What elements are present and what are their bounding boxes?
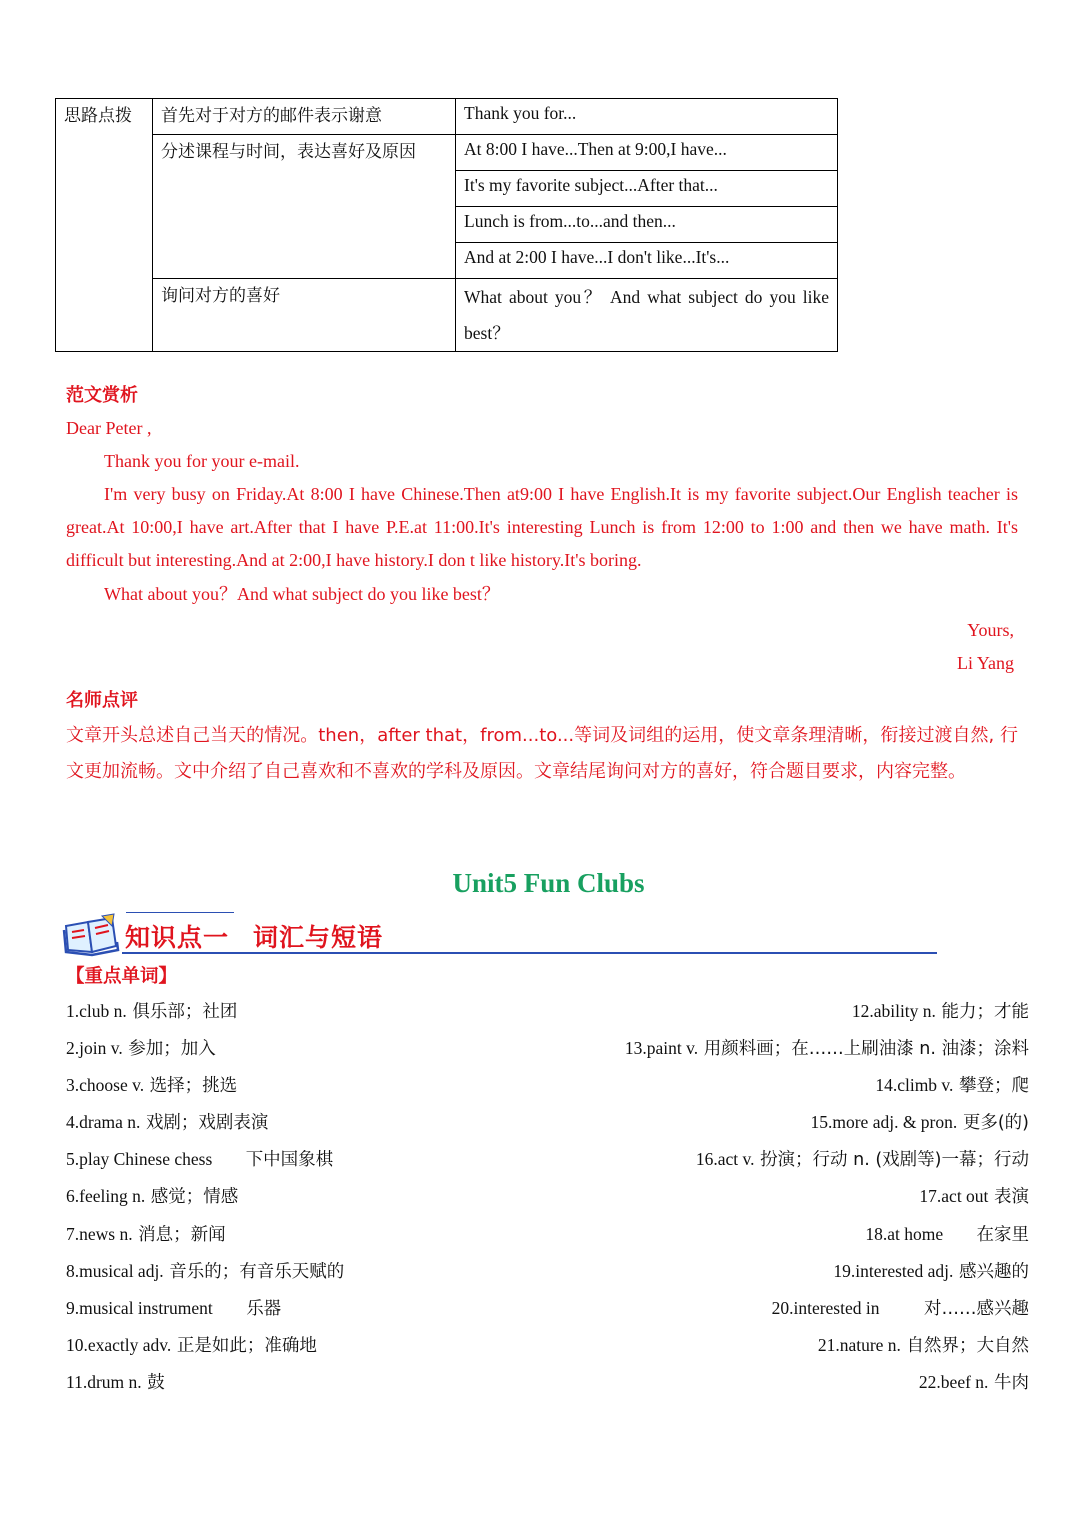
list-item: 2.join v. 参加；加入: [66, 1038, 216, 1060]
list-item: 5.play Chinese chess 下中国象棋: [66, 1149, 334, 1171]
phrase-cell: What about you？ And what subject do you like best？: [456, 279, 838, 352]
list-item: 21.nature n. 自然界；大自然: [817, 1334, 1029, 1356]
vocab-heading: 【重点单词】: [66, 966, 178, 987]
list-item: 7.news n. 消息；新闻: [66, 1223, 226, 1245]
letter-paragraph: What about you？And what subject do you like best？: [104, 584, 500, 604]
step-cell: 询问对方的喜好: [153, 279, 456, 352]
list-item: 11.drum n. 鼓: [66, 1371, 165, 1393]
teacher-comment-heading: 名师点评: [66, 690, 138, 711]
list-item: 18.at home 在家里: [865, 1223, 1029, 1245]
list-item: 4.drama n. 戏剧；戏剧表演: [66, 1112, 269, 1134]
list-item: 14.climb v. 攀登；爬: [875, 1075, 1029, 1097]
knowledge-point-topic: 词汇与短语: [253, 923, 384, 952]
vocab-list-right: [559, 994, 1029, 1402]
list-item: 17.act out 表演: [919, 1186, 1029, 1208]
phrase-cell: And at 2:00 I have...I don't like...It's...: [456, 243, 838, 279]
model-essay-heading: 范文赏析: [66, 385, 138, 406]
phrase-cell: Lunch is from...to...and then...: [456, 207, 838, 243]
list-item: 9.musical instrument 乐器: [66, 1297, 282, 1319]
list-item: 6.feeling n. 感觉；情感: [66, 1186, 239, 1208]
list-item: 12.ability n. 能力；才能: [851, 1001, 1029, 1022]
list-item: 16.act v. 扮演；行动 n. (戏剧等)一幕；行动: [695, 1149, 1029, 1171]
open-book-icon: [62, 912, 122, 958]
letter-signature: Li Yang: [956, 653, 1014, 673]
list-item: 13.paint v. 用颜料画；在……上刷油漆 n. 油漆；涂料: [624, 1038, 1029, 1060]
table-label: 思路点拨: [56, 99, 153, 352]
phrase-cell: At 8:00 I have...Then at 9:00,I have...: [456, 135, 838, 171]
list-item: 1.club n. 俱乐部；社团: [66, 1001, 238, 1022]
step-cell: 首先对于对方的邮件表示谢意: [153, 99, 456, 135]
teacher-comment-text: 文章开头总述自己当天的情况。then，after that，from...to...等词及词组的运用，使文章条理清晰，衔接过渡自然, 行文更加流畅。文中介绍了自己喜欢和不喜欢的学科及原因。文章结尾询问对方的喜好，符合题目要求，内容完整。: [66, 725, 1018, 782]
letter-paragraph: I'm very busy on Friday.At 8:00 I have Chinese.Then at9:00 I have English.It is my favorite subject.Our English teacher is great.At 10:00,I have art.After that I have P.E.at 11:00.It's interesting Lunch is from 12:00 to 1:00 and then we have math. It's difficult but interesting.And at 2:00,I have history.I don t like history.It's boring.: [66, 484, 1018, 570]
phrase-cell: Thank you for...: [456, 99, 838, 135]
list-item: 19.interested adj. 感兴趣的: [833, 1260, 1029, 1282]
outline-table: [55, 98, 838, 352]
letter-paragraph: Thank you for your e-mail.: [104, 451, 300, 471]
letter-closing: Yours,: [967, 620, 1014, 640]
list-item: 8.musical adj. 音乐的；有音乐天赋的: [66, 1260, 345, 1282]
step-cell: 分述课程与时间，表达喜好及原因: [153, 135, 456, 279]
header-top-line: [126, 912, 234, 913]
list-item: 20.interested in 对……感兴趣: [771, 1297, 1029, 1319]
knowledge-point-number: 知识点一: [125, 923, 230, 952]
list-item: 15.more adj. & pron. 更多(的): [810, 1112, 1029, 1134]
list-item: 22.beef n. 牛肉: [918, 1371, 1029, 1393]
list-item: 10.exactly adv. 正是如此；准确地: [66, 1334, 317, 1356]
letter-salutation: Dear Peter ,: [66, 418, 152, 438]
phrase-cell: It's my favorite subject...After that...: [456, 171, 838, 207]
knowledge-point-title: [125, 918, 383, 954]
vocab-list-left: [66, 994, 536, 1402]
model-essay: [66, 412, 1018, 680]
list-item: 3.choose v. 选择；挑选: [66, 1075, 238, 1097]
unit-title: Unit5 Fun Clubs: [452, 868, 645, 898]
